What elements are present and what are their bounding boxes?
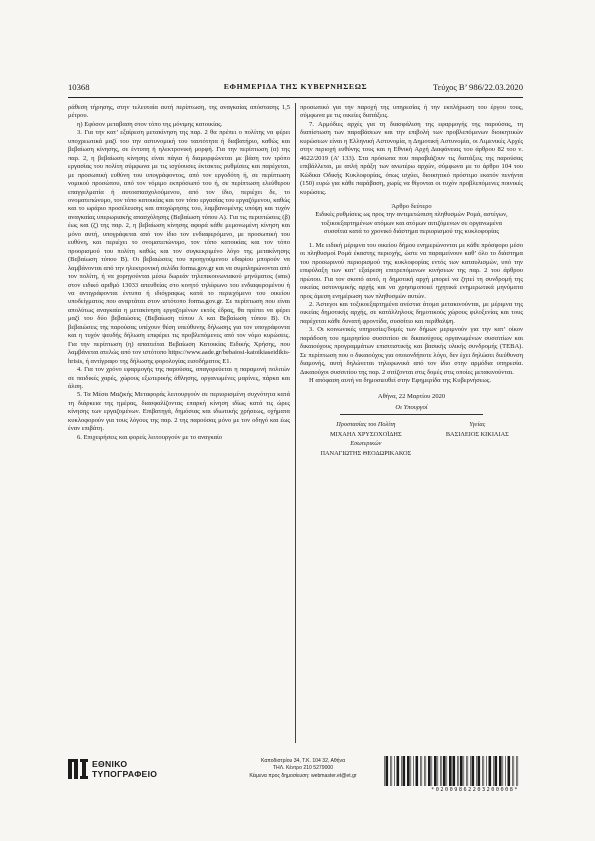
page-header (68, 82, 523, 96)
signature-name: ΜΙΧΑΗΛ ΧΡΥΣΟΧΟΪΔΗΣ (330, 430, 402, 438)
barcode-bar (499, 756, 502, 786)
barcode-bar (449, 756, 452, 786)
barcode-bar (460, 756, 463, 786)
left-column (68, 104, 290, 442)
signature-role: Υγείας (469, 421, 486, 429)
page-footer (68, 756, 523, 796)
paragraph: 4. Για τον χρόνο εφαρμογής της παρούσας, απαγορεύεται η παραμονή πολιτών σε παιδικές χαρές, χώρους εξωτερικής άθλησης, οργανωμένες μαρίνες, πάρκα και άλση. (68, 366, 290, 390)
signatures-table (300, 421, 523, 459)
barcode-bar (457, 756, 458, 786)
barcode-bar (424, 756, 425, 786)
barcode-bar (386, 756, 389, 786)
national-printing-office-logo (68, 758, 158, 784)
barcode-bar (472, 756, 475, 786)
gazette-title: ΕΦΗΜΕΡΙΔΑ ΤΗΣ ΚΥΒΕΡΝΗΣΕΩΣ (223, 82, 368, 91)
signature-role: Προστασίας του Πολίτη (336, 421, 396, 429)
signature-name: ΒΑΣΙΛΕΙΟΣ ΚΙΚΙΛΙΑΣ (445, 430, 509, 438)
barcode-bar (432, 756, 433, 786)
article-subtitle: Ειδικές ρυθμίσεις ως προς την αντιμετώπιση πληθυσμών Ρομά, αστέγων, τοξικοεξαρτημένων ατόμων και ατόμων αιτιζόμενων σε οργανωμένα συσσίτια κατά το χρονικό διάστημα περιορισμού της κυκλοφορίας (315, 211, 508, 236)
barcode-bar (482, 756, 483, 786)
printing-office-emblem-icon (68, 758, 88, 780)
paragraph: η) Εφόσον μεταβαση στον τόπο της μόνιμης κατοικίας. (77, 120, 223, 128)
barcode-bar (470, 756, 471, 786)
header-rule (68, 97, 523, 98)
barcode-bar (478, 756, 481, 786)
barcode-bar (426, 756, 427, 786)
barcode-bar (422, 756, 423, 786)
barcode-bar (476, 756, 477, 786)
barcode-bar (416, 756, 419, 786)
page-number: 10368 (68, 82, 90, 92)
logo-text (92, 759, 157, 779)
article-title: Άρθρο δεύτερο (391, 202, 432, 210)
column-divider (295, 103, 296, 743)
barcode-bar (394, 756, 395, 786)
barcode-bar (428, 756, 431, 786)
barcode-bar (390, 756, 391, 786)
barcode-bar (384, 756, 385, 786)
barcode-number: *02009862203200008* (431, 787, 519, 793)
paragraph: ράθεση τήρησης, στην τελευταία αυτή περίπτωση, της αναγκαίας απόστασης 1,5 μέτρου. (68, 104, 290, 120)
barcode-bar (443, 756, 446, 786)
contact-info (243, 758, 363, 780)
barcode-bar (407, 756, 410, 786)
paragraph: προσωπικό για την παροχή της υπηρεσίας ή την εκπλήρωση του έργου τους, σύμφωνα με τις οικείες διατάξεις. (300, 104, 523, 120)
logo-line: ΤΥΠΟΓΡΑΦΕΙΟ (92, 769, 158, 779)
place-date: Αθήνα, 22 Μαρτίου 2020 (377, 392, 446, 400)
barcode-bar (495, 756, 498, 786)
barcode-bar (453, 756, 456, 786)
barcode-bar (440, 756, 441, 786)
barcode-bar (411, 756, 412, 786)
barcode-bar (420, 756, 421, 786)
barcode-bar (442, 756, 443, 786)
barcode-bar (508, 756, 511, 786)
barcode-bar (466, 756, 467, 786)
paragraph: 3. Οι κοινωνικές υπηρεσίες/δομές των δήμων μεριμνούν για την κατ’ οίκον παράδοση του ημερησίου συσσιτίου σε δικαιούχους οργανωμένων συσσιτίων και δικαιούχους προγραμμάτων επισιτιστικής και βασικής υλικής συνδρομής (ΤΕΒΑ). Σε περίπτωση που ο δικαιούχος για οποιονδήποτε λόγο, δεν έχει δηλώσει διεύθυνση διαμονής, αυτή δηλώνεται τηλεφωνικά από τον ίδιο στην αρμόδια υπηρεσία. Δικαιούχοι συσσιτίου της παρ. 2 σιτίζονται στις δομές στις οποίες μετακινούνται. (300, 326, 523, 376)
barcode-bar (464, 756, 465, 786)
paragraph: 2. Άστεγοι και τοξικοεξαρτημένα ανέστια άτομα μετακινούνται, με μέριμνα της οικείας δημοτικής αρχής, σε κατάλληλους δημοτικούς χώρους φιλοξενίας και τους παρέχεται κάθε δυνατή φροντίδα, συσσίτιο και περίθαλψη. (300, 300, 523, 325)
issue-label: Τεύχος Β’ 986/22.03.2020 (432, 82, 523, 92)
signature-role: Εσωτερικών (350, 440, 382, 448)
right-column (300, 104, 523, 459)
paragraph: 3. Για την κατ’ εξαίρεση μετακίνηση της παρ. 2 θα πρέπει ο πολίτης να φέρει υποχρεωτικά μαζί του την αστυνομική του ταυτότητα ή διαβατήριο, καθώς και βεβαίωση κίνησης, σε έντυπη ή ηλεκτρονική μορφή. Για την περίπτωση (α) της παρ. 2, η βεβαίωση κίνησης είναι πάγια ή διαμορφώνεται με βάση τον τρόπο εργασίας του πολίτη σύμφωνα με τις ισχύουσες έκτακτες ρυθμίσεις και παρέχεται, με προσωπική ευθύνη του υπογράφοντος, από τον εργοδότη ή, σε περίπτωση νομικού προσώπου, από τον νόμιμο εκπρόσωπό του ή, σε περίπτωση ελεύθερου επαγγελματία ή αυτοαπασχολούμενου, από τον ίδιο, περιέχει δε, το ονοματεπώνυμο, τον τόπο κατοικίας και τον τόπο εργασίας του εργαζόμενου, καθώς και το ωράριο προσέλευσης και αποχώρησης του, λαμβανομένης υπόψη και τυχόν αναγκαίας υπερωριακής απασχόλησης (Βεβαίωση τύπου Α). Για τις περιπτώσεις (β) έως και (ζ) της παρ. 2, η βεβαίωση κίνησης αφορά κάθε μεμονωμένη κίνηση και μόνο αυτή, υπογράφεται από τον ίδιο τον ενδιαφερόμενο, με προσωπική του ευθύνη, και περιέχει το ονοματεπώνυμο, τον τόπο κατοικίας και τον τόπο προορισμού του πολίτη καθώς και τον συγκεκριμένο λόγο της μετακίνησης (Βεβαίωση τύπου Β). Οι βεβαιώσεις του προηγούμενου εδαφίου μπορούν να λαμβάνονται από την ηλεκτρονική σελίδα forma.gov.gr και να συμπληρώνονται από τον πολίτη, ή να χορηγούνται μέσω δωρεάν τηλεπικοινωνιακού μηνύματος (sms) στον ειδικό αριθμό 13033 απευθείας στο κινητό τηλέφωνο του ενδιαφερομένου ή να αντιγράφονται έντυπα ή ιδιόγραφως κατά το περιεχόμενο του οικείου υποδείγματος που αναρτάται στον ιστότοπο forma.gov.gr. Σε περίπτωση που είναι απολύτως αναγκαία η μετακίνηση εργαζομένων εκτός έδρας, θα πρέπει να φέρει μαζί του δύο βεβαιώσεις (Βεβαίωση τύπου Α και Βεβαίωση τύπου Β). Οι βεβαιώσεις της παρούσας υπέχουν θέση υπεύθυνης δήλωσης για τον υπογράφοντα και η τυχόν ψευδής δήλωση επιφέρει τις προβλεπόμενες από τον νόμο κυρώσεις. Για την περίπτωση (η) απαιτείται Βεβαίωση Κατοικίας Ειδικής Χρήσης, που λαμβάνεται ατελώς από τον ιστότοπο https://www.aade.gr/bebaiosi-katoikiaseidikis-hrisis, ή αντίγραφο της δήλωσης φορολογίας εισοδήματος Ε1. (68, 129, 290, 365)
barcode-bar (413, 756, 414, 786)
address: Καποδιστρίου 34, Τ.Κ. 104 32, Αθήνα (260, 758, 346, 764)
barcode-bar (489, 756, 492, 786)
ministers-label: Οι Υπουργοί (340, 404, 483, 415)
barcode-bar (438, 756, 439, 786)
barcode-bar (401, 756, 402, 786)
barcode-bar (518, 756, 519, 786)
barcode-bar (512, 756, 513, 786)
barcode-bar (493, 756, 494, 786)
barcode-bar (392, 756, 393, 786)
barcode-bar (434, 756, 437, 786)
barcode-bar (503, 756, 504, 786)
barcode-bar (403, 756, 406, 786)
signature-name: ΠΑΝΑΓΙΩΤΗΣ ΘΕΟΔΩΡΙΚΑΚΟΣ (320, 449, 412, 457)
barcode-bar (459, 756, 460, 786)
barcode (383, 756, 521, 786)
barcode-bar (516, 756, 517, 786)
logo-line: ΕΘΝΙΚΟ (92, 759, 128, 769)
barcode-bar (484, 756, 485, 786)
barcode-bar (505, 756, 506, 786)
barcode-bar (486, 756, 487, 786)
barcode-bar (514, 756, 515, 786)
barcode-bar (447, 756, 448, 786)
paragraph: 6. Επιχειρήσεις και φορείς λειτουργούν με το αναγκαίο (77, 433, 223, 441)
barcode-bar (468, 756, 469, 786)
barcode-bar (397, 756, 400, 786)
paragraph: 7. Αρμόδιες αρχές για τη διασφάλιση της εφαρμογής της παρούσας, τη διαπίστωση των παραβάσεων και την επιβολή των προβλεπόμενων διοικητικών κυρώσεων είναι η Ελληνική Αστυνομία, η Δημοτική Αστυνομία, οι Λιμενικές Αρχές στην περιοχή ευθύνης τους και η Εθνική Αρχή Διαφάνειας του άρθρου 82 του ν. 4622/2019 (Α’ 133). Στα πρόσωπα που παραβιάζουν τις διατάξεις της παρούσας επιβάλλεται, με απλή πράξη των ανωτέρω αρχών, σύμφωνα με το άρθρο 104 του Κώδικα Οδικής Κυκλοφορίας, όπως ισχύει, διοικητικό πρόστιμο εκατόν πενήντα (150) ευρώ για κάθε παράβαση, χωρίς να θίγονται οι τυχόν προβλεπόμενες ποινικές κυρώσεις. (300, 120, 523, 196)
paragraph: 1. Με ειδική μέριμνα του οικείου δήμου ενημερώνονται με κάθε πρόσφορο μέσο οι πληθυσμοί Ρομά έκαστης περιοχής, ώστε να παραμείνουν καθ’ όλο το διάστημα του προσωρινού περιορισμού της κυκλοφορίας εντός των καταυλισμών, υπό την επιφύλαξη των κατ’ εξαίρεση επιτρεπόμενων κινήσεων της παρ. 2 του άρθρου πρώτου. Για τον σκοπό αυτό, η δημοτική αρχή μπορεί να ζητεί τη συνδρομή της οικείας αστυνομικής αρχής και να χρησιμοποιεί ηχητικά ενημερωτικά μηνύματα προς άμεση ενημέρωση των πληθυσμών αυτών. (300, 241, 523, 300)
paragraph: 5. Τα Μέσα Μαζικής Μεταφοράς λειτουργούν σε περιορισμένη συχνότητα κατά τη διάρκεια της ημέρας, διασφαλίζοντας επαρκή κίνηση ιδίως κατά τις ώρες κίνησης των εργαζομένων. Επιβατηγά, δημόσιας και ιδιωτικής χρήσεως, οχήματα κυκλοφορούν για τους λόγους της παρ. 2 της παρούσας μόνο με τον οδηγό και έως έναν επιβάτη. (68, 391, 290, 433)
phone: ΤΗΛ. Κέντρο 210 5279000 (272, 765, 334, 772)
paragraph: Η απόφαση αυτή να δημοσιευθεί στην Εφημερίδα της Κυβερνήσεως. (309, 377, 492, 385)
email: Κέιμενα προς δημοσίευση: webmaster.et@et.gr (249, 772, 357, 779)
